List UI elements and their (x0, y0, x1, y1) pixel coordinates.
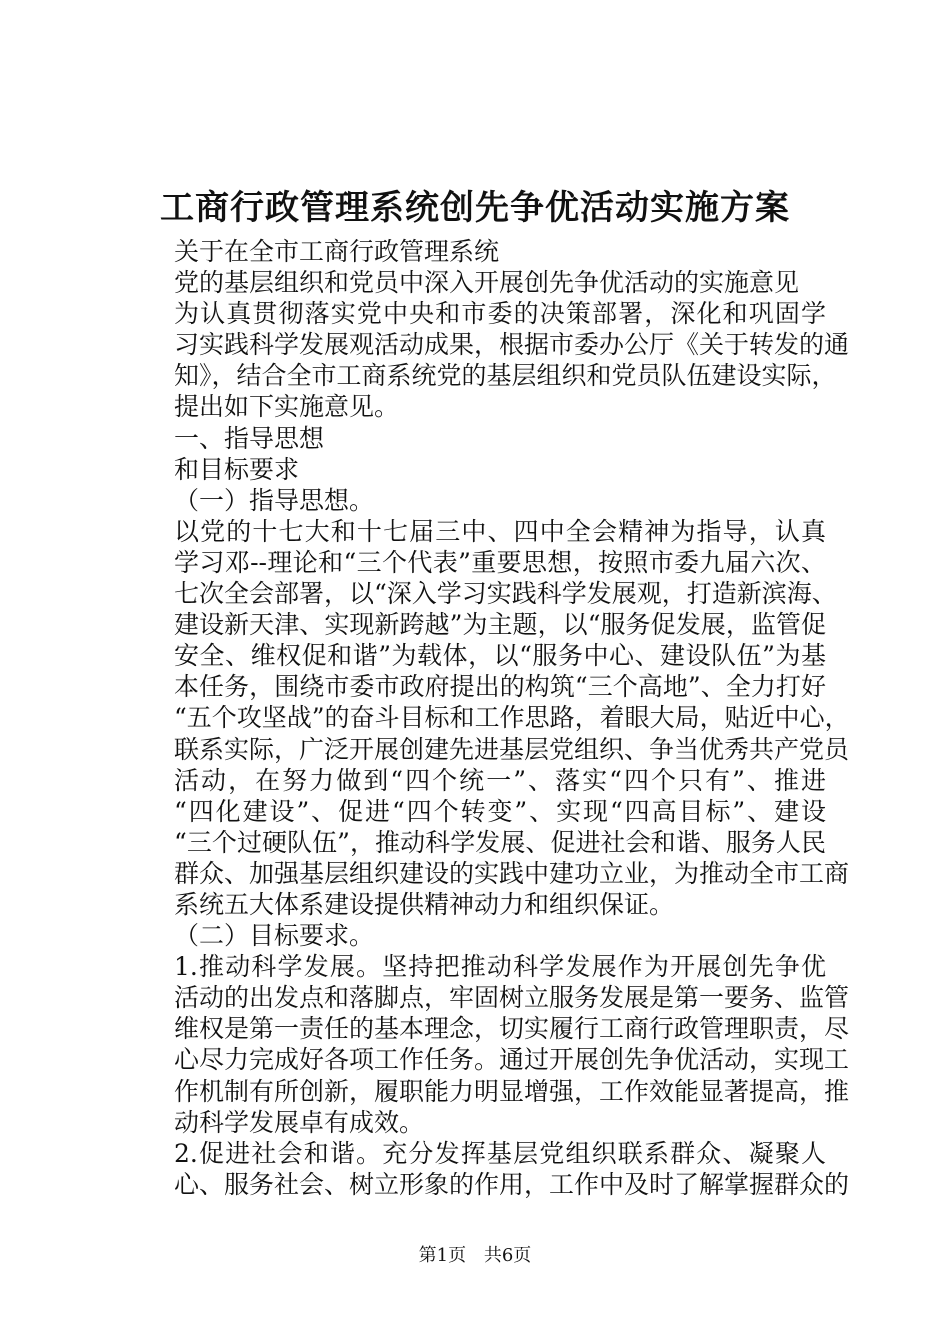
text-line: 提出如下实施意见。 (174, 392, 400, 422)
text-line: 七次全会部署，以“深入学习实践科学发展观，打造新滨海、 (174, 579, 837, 609)
text-line: 活动，在努力做到“四个统一”、落实“四个只有”、推进 (174, 765, 827, 795)
text-line: 安全、维权促和谐”为载体，以“服务中心、建设队伍”为基 (174, 641, 826, 671)
text-line: 和目标要求 (174, 454, 300, 484)
text-line: “三个过硬队伍”，推动科学发展、促进社会和谐、服务人民 (174, 827, 826, 857)
page-number: 第1页 (418, 1245, 467, 1266)
text-line: 活动的出发点和落脚点，牢固树立服务发展是第一要务、监管 (174, 983, 850, 1013)
text-line: 习实践科学发展观活动成果，根据市委办公厅《关于转发的通 (174, 330, 850, 360)
text-line: 一、指导思想 (174, 423, 325, 453)
text-line: 学习邓--理论和“三个代表”重要思想，按照市委九届六次、 (174, 547, 826, 577)
text-line: 1.推动科学发展。坚持把推动科学发展作为开展创先争优 (174, 952, 826, 982)
text-line: 系统五大体系建设提供精神动力和组织保证。 (174, 889, 675, 919)
text-line: 维权是第一责任的基本理念，切实履行工商行政管理职责，尽 (174, 1014, 850, 1044)
page-footer (0, 1244, 950, 1268)
paragraph (124, 951, 850, 1138)
paragraph (124, 298, 850, 422)
text-line: 2.促进社会和谐。充分发挥基层党组织联系群众、凝聚人 (174, 1138, 826, 1168)
paragraph (124, 454, 826, 485)
text-line: 党的基层组织和党员中深入开展创先争优活动的实施意见 (174, 268, 800, 298)
text-line: 联系实际，广泛开展创建先进基层党组织、争当优秀共产党员 (174, 734, 850, 764)
document-title: 工商行政管理系统创先争优活动实施方案 (160, 188, 790, 228)
page-total: 共6页 (483, 1245, 532, 1266)
paragraph (124, 1138, 850, 1200)
text-line: 建设新天津、实现新跨越”为主题，以“服务促发展，监管促 (174, 610, 826, 640)
text-line: 作机制有所创新，履职能力明显增强，工作效能显著提高，推 (174, 1076, 850, 1106)
text-line: “五个攻坚战”的奋斗目标和工作思路，着眼大局，贴近中心， (174, 703, 850, 733)
paragraph (124, 920, 826, 951)
paragraph (124, 267, 826, 298)
paragraph (124, 485, 826, 516)
text-line: 心尽力完成好各项工作任务。通过开展创先争优活动，实现工 (174, 1045, 850, 1075)
text-line: 动科学发展卓有成效。 (174, 1107, 425, 1137)
text-line: “四化建设”、促进“四个转变”、实现“四高目标”、建设 (174, 796, 826, 826)
text-line: 本任务，围绕市委市政府提出的构筑“三个高地”、全力打好 (174, 672, 826, 702)
text-line: 关于在全市工商行政管理系统 (174, 237, 500, 266)
paragraph (124, 423, 826, 454)
text-line: （一）指导思想。 (174, 485, 375, 515)
text-line: 群众、加强基层组织建设的实践中建功立业，为推动全市工商 (174, 858, 850, 888)
text-line: 以党的十七大和十七届三中、四中全会精神为指导，认真 (174, 516, 826, 546)
paragraph (124, 516, 850, 920)
text-line: 为认真贯彻落实党中央和市委的决策部署，深化和巩固学 (174, 299, 826, 329)
text-line: 知》，结合全市工商系统党的基层组织和党员队伍建设实际， (174, 361, 837, 391)
text-line: 心、服务社会、树立形象的作用，工作中及时了解掌握群众的 (174, 1169, 850, 1199)
document-body (124, 236, 850, 1200)
paragraph (124, 236, 826, 267)
text-line: （二）目标要求。 (174, 921, 375, 951)
